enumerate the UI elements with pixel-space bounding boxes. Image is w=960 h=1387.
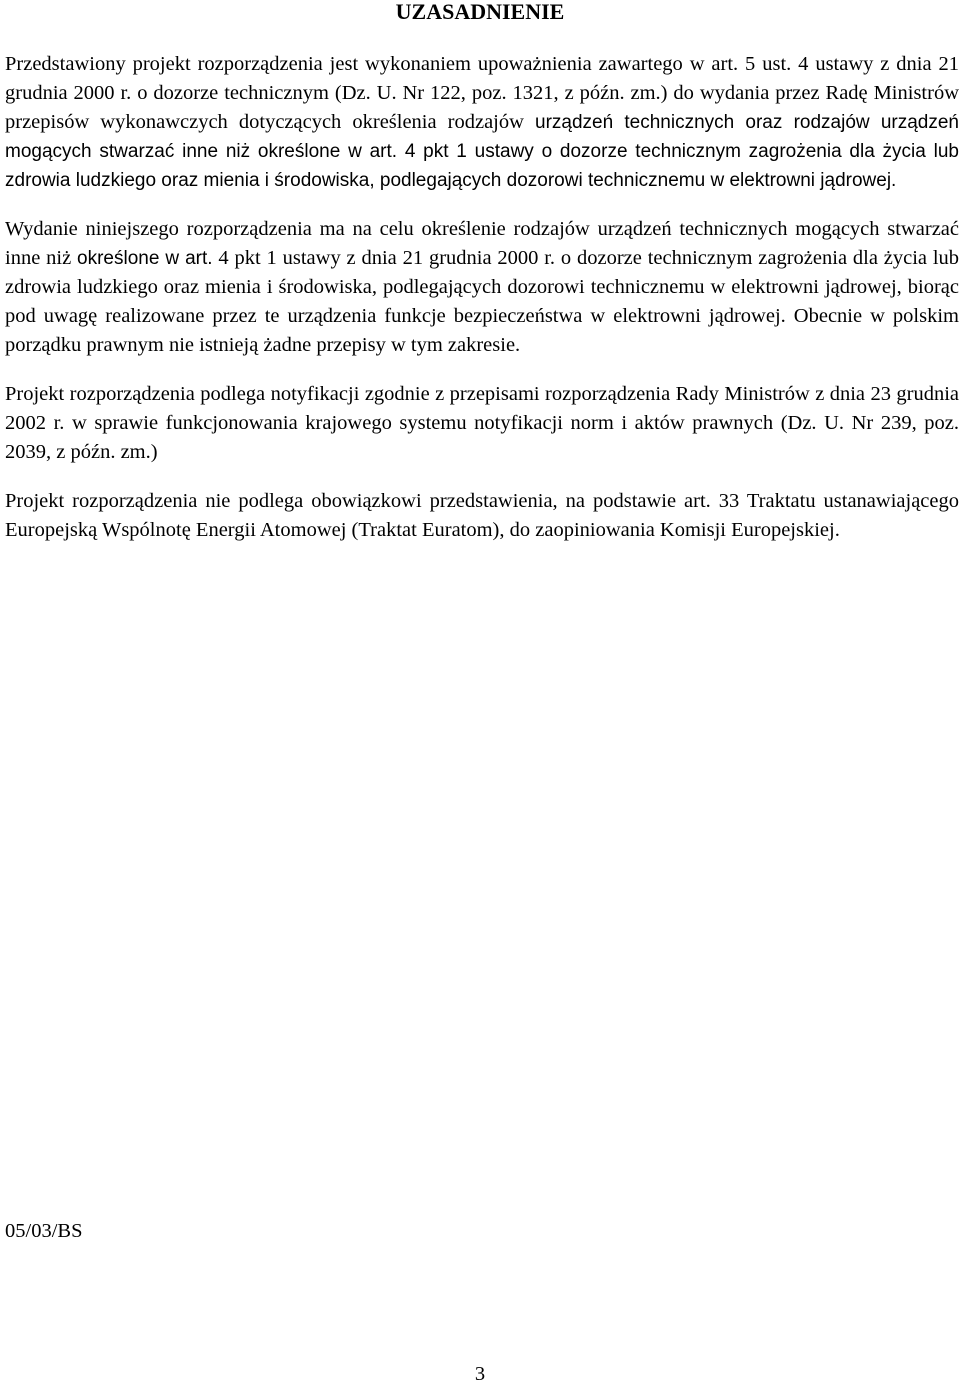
paragraph-legal-basis-part-2: urządzeń technicznych oraz rodzajów urządzeń mogących stwarzać inne niż określone w art. 4 pkt 1 ustawy o dozorze technicznym zagrożenia dla życia lub zdrowia ludzkiego oraz mienia i środowiska, podlegających dozorowi technicznemu w elektrowni jądrowej. xyxy=(5,112,959,191)
paragraph-legal-basis xyxy=(5,50,959,195)
document-title: UZASADNIENIE xyxy=(395,0,565,24)
paragraph-purpose-part-1: Wydanie niniejszego rozporządzenia ma na celu określenie rodzajów urządzeń technicznych mogących stwarzać inne niż xyxy=(5,218,959,269)
document-code: 05/03/BS xyxy=(5,1220,83,1242)
paragraph-purpose-part-4: o dozorze technicznym zagrożenia dla życia lub zdrowia ludzkiego oraz mienia i środowiska, podlegających dozorowi technicznemu w elektrowni jądrowej, biorąc pod uwagę realizowane przez te urządzenia funkcje bezpieczeństwa w elektrowni jądrowej. Obecnie w polskim porządku prawnym nie istnieją żadne przepisy w tym zakresie. xyxy=(5,247,960,356)
document-body xyxy=(5,50,959,565)
paragraph-euratom: Projekt rozporządzenia nie podlega obowiązkowi przedstawienia, na podstawie art. 33 Traktatu ustanawiającego Europejską Wspólnotę Energii Atomowej (Traktat Euratom), do zaopiniowania Komisji Europejskiej. xyxy=(5,490,959,541)
paragraph-purpose-part-2: określone w art. xyxy=(77,248,213,269)
paragraph-purpose xyxy=(5,215,959,360)
paragraph-purpose-part-3: 4 pkt 1 ustawy z dnia 21 grudnia 2000 r. xyxy=(218,247,556,269)
page-number: 3 xyxy=(474,1363,486,1385)
paragraph-notification: Projekt rozporządzenia podlega notyfikacji zgodnie z przepisami rozporządzenia Rady Ministrów z dnia 23 grudnia 2002 r. w sprawie funkcjonowania krajowego systemu notyfikacji norm i aktów prawnych (Dz. U. Nr 239, poz. 2039, z późn. zm.) xyxy=(5,383,959,463)
paragraph-legal-basis-part-1: Przedstawiony projekt rozporządzenia jest wykonaniem upoważnienia zawartego w art. 5 ust. 4 ustawy z dnia 21 grudnia 2000 r. o dozorze technicznym (Dz. U. Nr 122, poz. 1321, z późn. zm.) do wydania przez Radę Ministrów przepisów wykonawczych dotyczących określenia rodzajów xyxy=(5,53,959,133)
